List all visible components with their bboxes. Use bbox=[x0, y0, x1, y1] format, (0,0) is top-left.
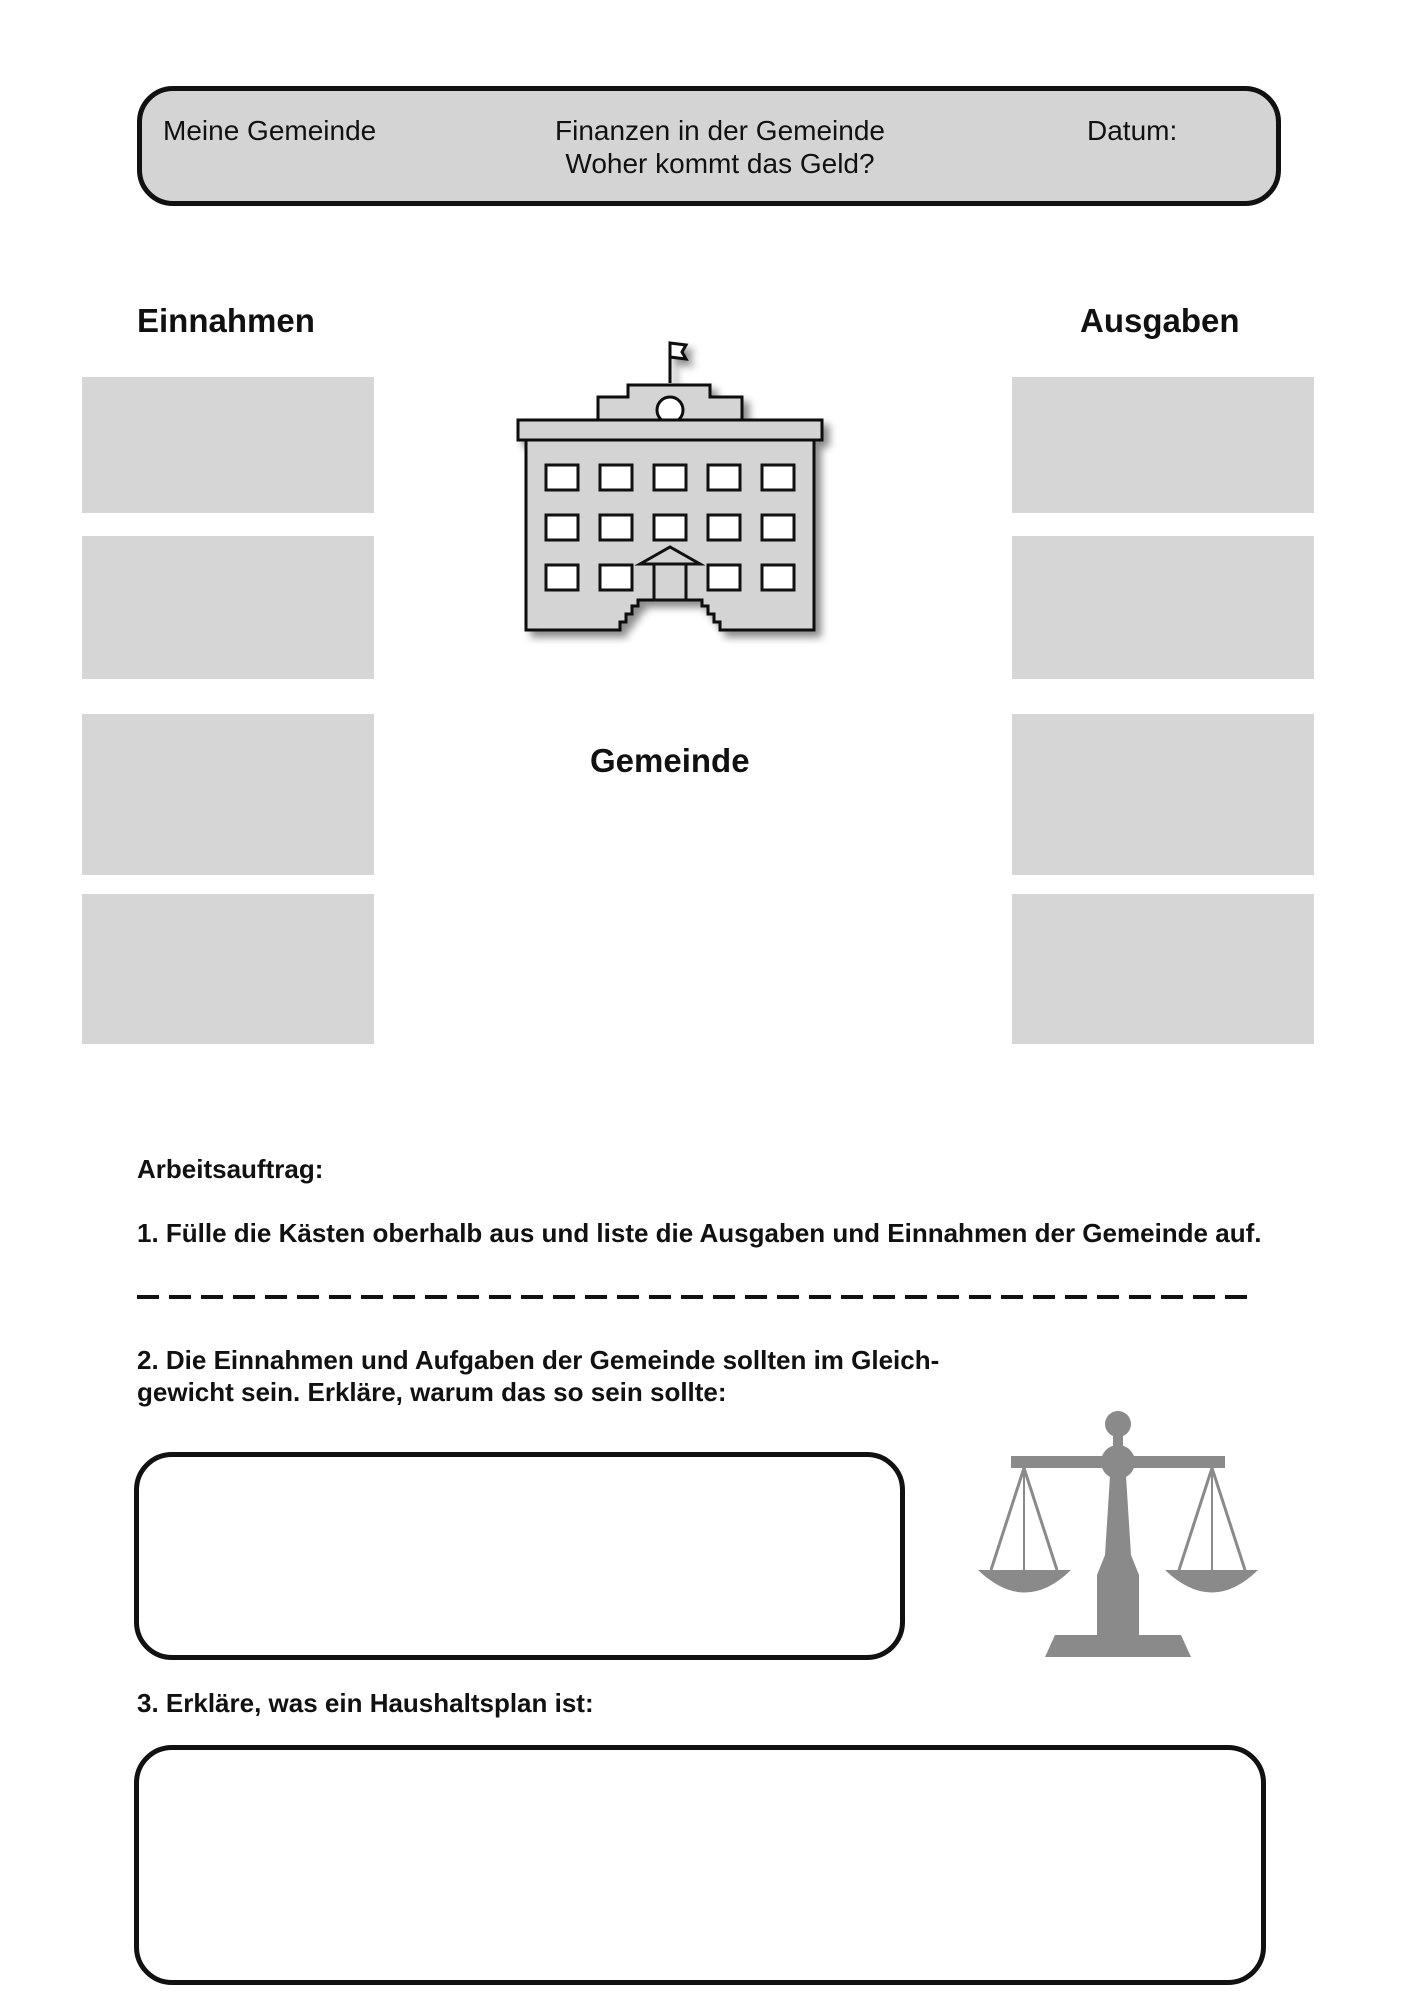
income-box-2[interactable] bbox=[82, 536, 374, 679]
expense-box-2[interactable] bbox=[1012, 536, 1314, 679]
task-item-2-line-1: 2. Die Einnahmen und Aufgaben der Gemeinde sollten im Gleich- bbox=[137, 1345, 940, 1375]
task-item-1: 1. Fülle die Kästen oberhalb aus und liste die Ausgaben und Einnahmen der Gemeinde auf. bbox=[137, 1218, 1262, 1248]
town-hall-icon bbox=[510, 335, 840, 645]
income-box-1[interactable] bbox=[82, 377, 374, 513]
answer-line[interactable] bbox=[137, 1295, 1249, 1299]
header-subtitle: Woher kommt das Geld? bbox=[565, 148, 875, 179]
task-item-2-line-2: gewicht sein. Erkläre, warum das so sein sollte: bbox=[137, 1377, 727, 1407]
answer-box-2[interactable] bbox=[134, 1452, 905, 1660]
income-box-4[interactable] bbox=[82, 894, 374, 1044]
task-heading: Arbeitsauftrag: bbox=[137, 1154, 324, 1184]
header-title: Finanzen in der Gemeinde bbox=[555, 115, 885, 146]
center-label: Gemeinde bbox=[590, 742, 750, 779]
header-left-label: Meine Gemeinde bbox=[163, 115, 377, 146]
answer-box-3[interactable] bbox=[134, 1745, 1266, 1985]
expenses-title: Ausgaben bbox=[1080, 302, 1240, 339]
balance-scale-icon bbox=[975, 1410, 1260, 1660]
header-date-label: Datum: bbox=[1087, 115, 1178, 146]
expense-box-3[interactable] bbox=[1012, 714, 1314, 875]
expense-box-1[interactable] bbox=[1012, 377, 1314, 513]
expense-box-4[interactable] bbox=[1012, 894, 1314, 1044]
task-item-3: 3. Erkläre, was ein Haushaltsplan ist: bbox=[137, 1688, 594, 1718]
income-title: Einnahmen bbox=[137, 302, 315, 339]
income-box-3[interactable] bbox=[82, 714, 374, 875]
